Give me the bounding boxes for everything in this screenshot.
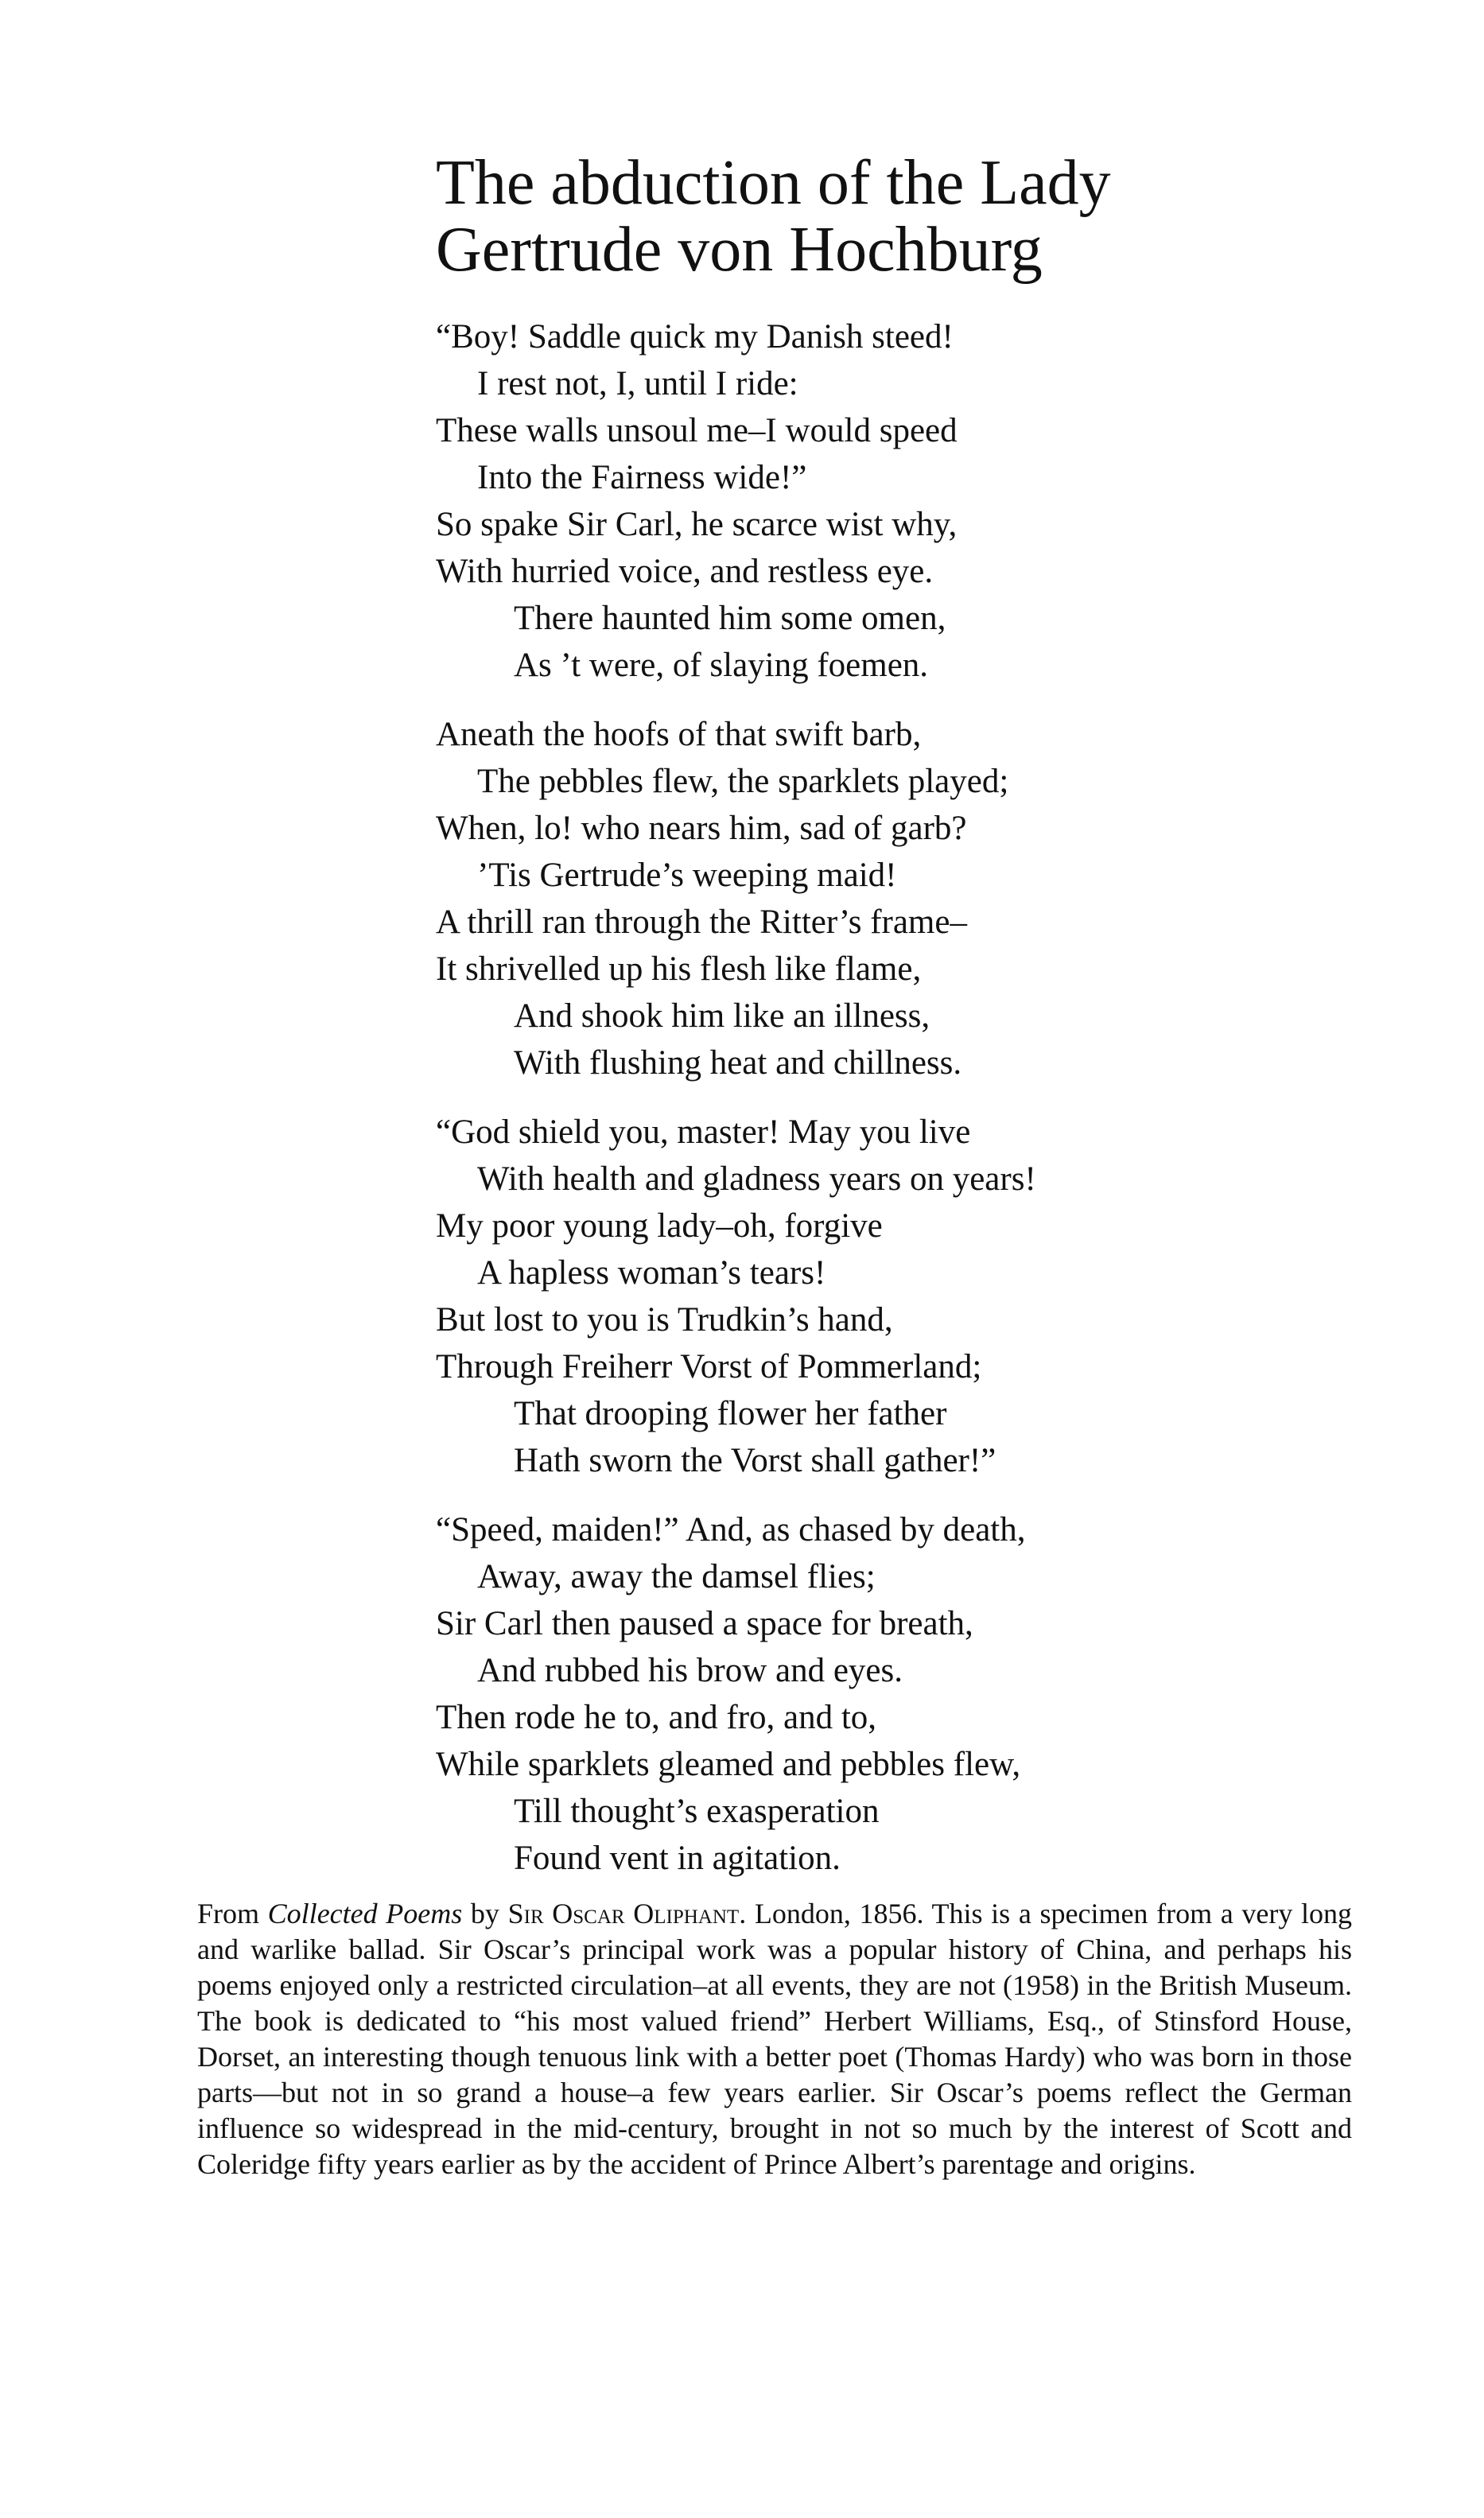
poem-line: It shrivelled up his flesh like flame,: [436, 950, 922, 988]
note-by: by: [462, 1898, 508, 1929]
poem-line: With flushing heat and chillness.: [514, 1044, 962, 1082]
poem-line: There haunted him some omen,: [514, 600, 946, 637]
poem-line: And rubbed his brow and eyes.: [477, 1652, 903, 1689]
note-prefix: From: [197, 1898, 268, 1929]
poem-line: Aneath the hoofs of that swift barb,: [436, 716, 922, 753]
poem-line: “Boy! Saddle quick my Danish steed!: [436, 318, 954, 356]
poem-line: So spake Sir Carl, he scarce wist why,: [436, 506, 958, 543]
poem-line: A hapless woman’s tears!: [477, 1254, 826, 1292]
poem-line: The pebbles flew, the sparklets played;: [477, 763, 1009, 800]
poem-line: I rest not, I, until I ride:: [477, 365, 798, 402]
stanza: [436, 1506, 1311, 1882]
poem-line: With health and gladness years on years!: [477, 1160, 1036, 1198]
stanza: [436, 313, 1311, 689]
poem-line: But lost to you is Trudkin’s hand,: [436, 1301, 893, 1339]
author-name: Sir Oscar Oliphant: [507, 1898, 740, 1929]
title-line: The abduction of the Lady: [436, 148, 1111, 218]
stanza: [436, 1109, 1311, 1484]
poem-line: And shook him like an illness,: [514, 997, 930, 1035]
poem-line: Hath sworn the Vorst shall gather!”: [514, 1442, 996, 1479]
poem-line: With hurried voice, and restless eye.: [436, 553, 934, 590]
poem-line: A thrill ran through the Ritter’s frame–: [436, 903, 967, 941]
poem-line: Away, away the damsel flies;: [477, 1558, 876, 1595]
poem-line: “Speed, maiden!” And, as chased by death,: [436, 1511, 1026, 1548]
poem-line: While sparklets gleamed and pebbles flew,: [436, 1746, 1021, 1783]
poem-line: Then rode he to, and fro, and to,: [436, 1699, 877, 1736]
poem-line: “God shield you, master! May you live: [436, 1113, 971, 1151]
poem-body: [436, 313, 1311, 1904]
poem-line: Into the Fairness wide!”: [477, 459, 807, 496]
note-body: . London, 1856. This is a specimen from a very long and warlike ballad. Sir Oscar’s principal work was a popular history of China, and perhaps his poems enjoyed only a restricted circulation–at all events, they are not (1958) in the British Museum. The book is dedicated to “his most valued friend” Herbert Williams, Esq., of Stinsford House, Dorset, an interesting though tenuous link with a better poet (Thomas Hardy) who was born in those parts—but not in so grand a house–a few years earlier. Sir Oscar’s poems reflect the German influence so widespread in the mid-century, brought in not so much by the interest of Scott and Coleridge fifty years earlier as by the accident of Prince Albert’s parentage and origins.: [197, 1898, 1352, 2180]
stanza: [436, 711, 1311, 1086]
source-note: [197, 1896, 1352, 2182]
poem-title: [436, 150, 1390, 283]
poem-line: These walls unsoul me–I would speed: [436, 412, 958, 449]
poem-line: Found vent in agitation.: [514, 1840, 841, 1877]
poem-line: ’Tis Gertrude’s weeping maid!: [477, 857, 897, 894]
poem-line: When, lo! who nears him, sad of garb?: [436, 810, 967, 847]
poem-line: Through Freiherr Vorst of Pommerland;: [436, 1348, 982, 1385]
title-line: Gertrude von Hochburg: [436, 215, 1043, 285]
poem-line: Till thought’s exasperation: [514, 1793, 880, 1830]
book-title: Collected Poems: [267, 1898, 463, 1929]
poem-line: Sir Carl then paused a space for breath,: [436, 1605, 973, 1642]
poem-line: That drooping flower her father: [514, 1395, 947, 1432]
poem-line: As ’t were, of slaying foemen.: [514, 647, 929, 684]
poem-line: My poor young lady–oh, forgive: [436, 1207, 883, 1245]
